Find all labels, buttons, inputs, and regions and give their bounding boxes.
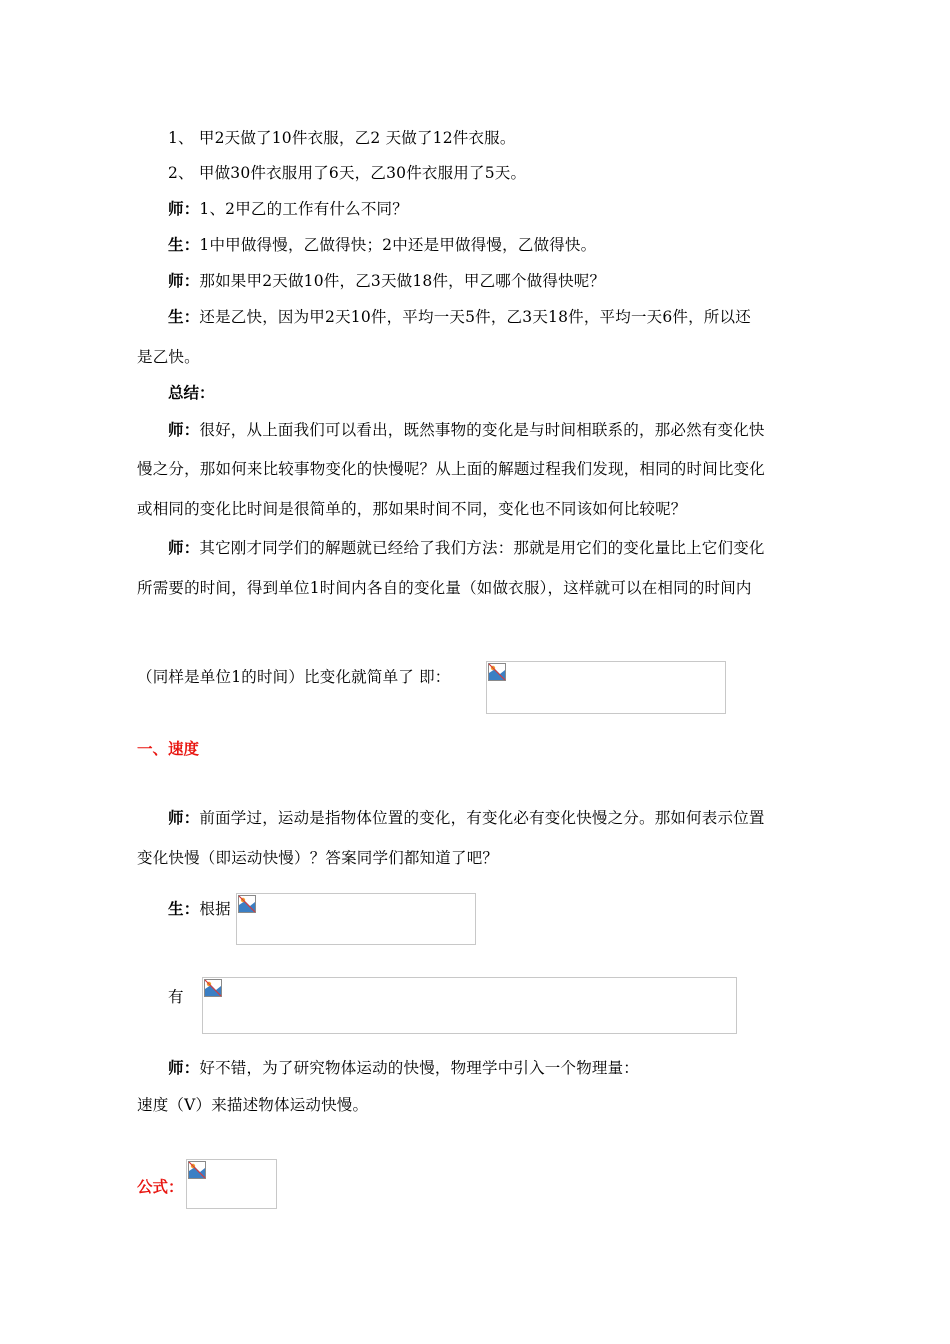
paragraph-1-line-2: 慢之分，那如何来比较事物变化的快慢呢？从上面的解题过程我们发现，相同的时间比变化 [137, 460, 766, 478]
broken-image-icon [188, 1161, 206, 1179]
formula-image-placeholder [486, 661, 726, 714]
broken-image-icon [238, 895, 256, 913]
speaker-label: 师： [168, 421, 200, 439]
summary-heading: 总结： [168, 384, 215, 402]
paragraph-6: 师：好不错，为了研究物体运动的快慢，物理学中引入一个物理量： [168, 1059, 640, 1077]
speaker-label: 师： [168, 200, 200, 218]
dialogue-teacher-2: 师：那如果甲2天做10件，乙3天做18件，甲乙哪个做得快呢？ [168, 272, 606, 290]
formula-image-placeholder [236, 893, 476, 945]
item-2: 2、 甲做30件衣服用了6天，乙30件衣服用了5天。 [168, 164, 527, 182]
speaker-label: 生： [168, 900, 200, 918]
broken-image-icon [488, 663, 506, 681]
item-1: 1、 甲2天做了10件衣服，乙2 天做了12件衣服。 [168, 129, 516, 147]
formula-image-placeholder [186, 1159, 277, 1209]
paragraph-3-line-1: 师：前面学过，运动是指物体位置的变化，有变化必有变化快慢之分。那如何表示位置 [168, 809, 765, 827]
paragraph-2-line-3: （同样是单位1的时间）比变化就简单了 即： [137, 668, 451, 686]
section-heading-speed: 一、速度 [137, 740, 200, 758]
speaker-label: 师： [168, 272, 200, 290]
paragraph-1-line-3: 或相同的变化比时间是很简单的，那如果时间不同，变化也不同该如何比较呢？ [137, 500, 687, 518]
paragraph-2-line-2: 所需要的时间，得到单位1时间内各自的变化量（如做衣服），这样就可以在相同的时间内 [137, 579, 752, 597]
paragraph-2-line-1: 师：其它刚才同学们的解题就已经给了我们方法：那就是用它们的变化量比上它们变化 [168, 539, 765, 557]
speaker-label: 师： [168, 809, 200, 827]
dialogue-teacher-1: 师：1、2甲乙的工作有什么不同？ [168, 200, 408, 218]
paragraph-3-line-2: 变化快慢（即运动快慢）？答案同学们都知道了吧？ [137, 849, 499, 867]
student-answer: 生：根据 [168, 900, 231, 918]
student-answer-cont: 有 [168, 988, 184, 1006]
speaker-label: 生： [168, 236, 200, 254]
speaker-label: 师： [168, 1059, 200, 1077]
dialogue-student-2: 生：还是乙快，因为甲2天10件，平均一天5件，乙3天18件，平均一天6件，所以还 [168, 308, 751, 326]
broken-image-icon [204, 979, 222, 997]
speaker-label: 生： [168, 308, 200, 326]
speaker-label: 师： [168, 539, 200, 557]
paragraph-7: 速度（V）来描述物体运动快慢。 [137, 1096, 369, 1114]
paragraph-1-line-1: 师：很好，从上面我们可以看出，既然事物的变化是与时间相联系的，那必然有变化快 [168, 421, 765, 439]
formula-image-placeholder [202, 977, 737, 1034]
formula-heading: 公式： [137, 1178, 184, 1196]
dialogue-student-1: 生：1中甲做得慢，乙做得快；2中还是甲做得慢，乙做得快。 [168, 236, 597, 254]
dialogue-student-2-cont: 是乙快。 [137, 348, 200, 366]
